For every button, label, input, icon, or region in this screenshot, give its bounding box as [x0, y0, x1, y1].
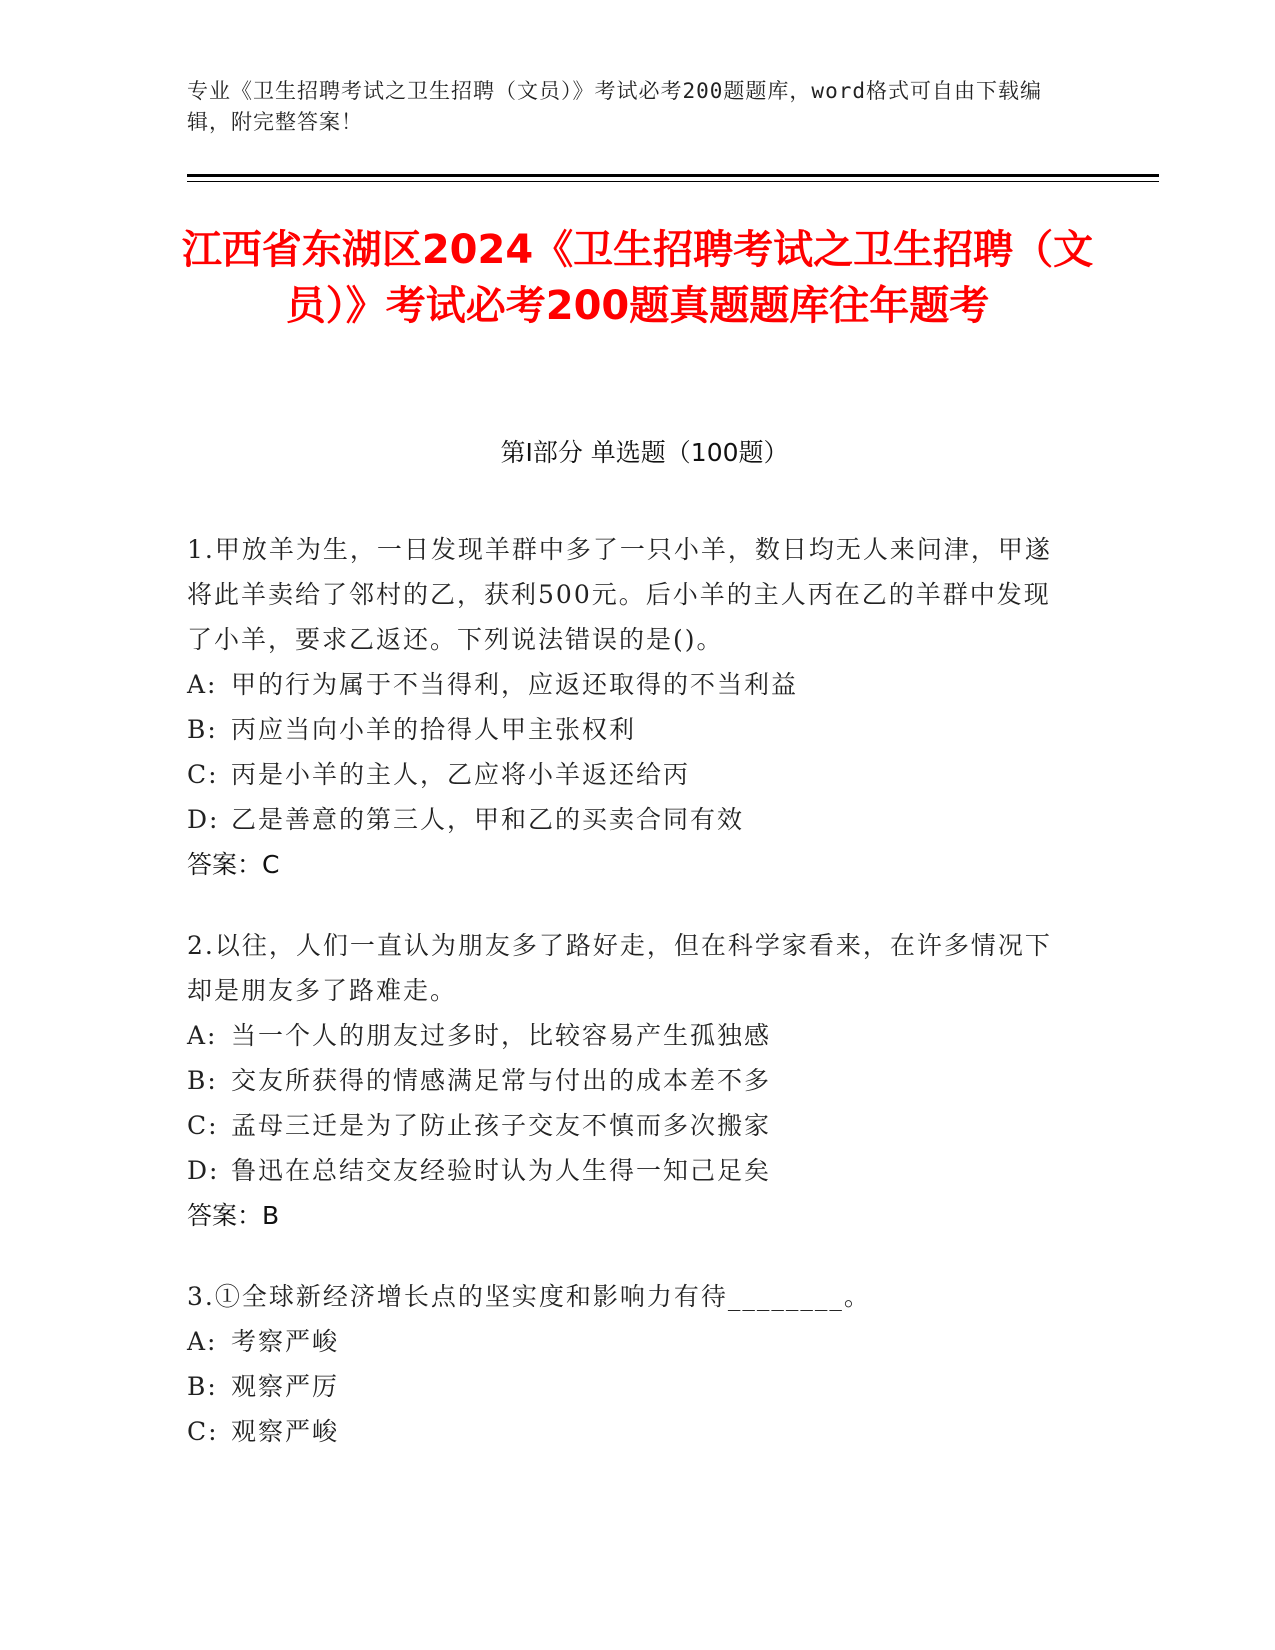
option-letter: D: [187, 805, 220, 834]
header-note: 专业《卫生招聘考试之卫生招聘（文员）》考试必考200题题库，word格式可自由下载编辑，附完整答案！ [187, 79, 1042, 134]
question-list [187, 527, 1067, 1490]
question-stem: 1.甲放羊为生，一日发现羊群中多了一只小羊，数日均无人来问津，甲遂将此羊卖给了邻村的乙，获利500元。后小羊的主人丙在乙的羊群中发现了小羊，要求乙返还。下列说法错误的是()。 [187, 535, 1052, 654]
option-letter: B: [187, 1066, 218, 1095]
option-text: 考察严峻 [231, 1327, 340, 1356]
option-text: 甲的行为属于不当得利，应返还取得的不当利益 [231, 670, 799, 699]
question-2 [187, 923, 1067, 1238]
option-letter: C: [187, 760, 219, 789]
option-letter: A: [187, 1327, 218, 1356]
option-d [187, 797, 1067, 842]
option-a [187, 1013, 1067, 1058]
option-letter: B: [187, 715, 218, 744]
question-3 [187, 1274, 1067, 1454]
answer: 答案：C [187, 850, 280, 879]
option-text: 观察严厉 [231, 1372, 340, 1401]
option-text: 交友所获得的情感满足常与付出的成本差不多 [231, 1066, 772, 1095]
option-text: 孟母三迁是为了防止孩子交友不慎而多次搬家 [231, 1111, 772, 1140]
header-divider-thin [187, 181, 1159, 182]
question-stem: 3.①全球新经济增长点的坚实度和影响力有待________。 [187, 1282, 871, 1311]
option-a [187, 1319, 1067, 1364]
question-1 [187, 527, 1067, 887]
option-letter: A: [187, 670, 218, 699]
option-c [187, 752, 1067, 797]
option-d [187, 1148, 1067, 1193]
option-letter: D: [187, 1156, 220, 1185]
question-stem: 2.以往，人们一直认为朋友多了路好走，但在科学家看来，在许多情况下却是朋友多了路难走。 [187, 931, 1052, 1005]
option-text: 丙应当向小羊的拾得人甲主张权利 [231, 715, 637, 744]
option-text: 乙是善意的第三人，甲和乙的买卖合同有效 [231, 805, 745, 834]
option-b [187, 707, 1067, 752]
option-text: 丙是小羊的主人，乙应将小羊返还给丙 [231, 760, 691, 789]
option-text: 鲁迅在总结交友经验时认为人生得一知己足矣 [231, 1156, 772, 1185]
option-letter: C: [187, 1417, 219, 1446]
header-divider-thick [187, 174, 1159, 177]
option-c [187, 1409, 1067, 1454]
option-text: 观察严峻 [231, 1417, 340, 1446]
option-c [187, 1103, 1067, 1148]
option-b [187, 1364, 1067, 1409]
option-letter: C: [187, 1111, 219, 1140]
section-title: 第Ⅰ部分 单选题（100题） [500, 438, 789, 467]
document-title: 江西省东湖区2024《卫生招聘考试之卫生招聘（文员）》考试必考200题真题题库往年题考 [181, 227, 1094, 329]
option-text: 当一个人的朋友过多时，比较容易产生孤独感 [231, 1021, 772, 1050]
option-b [187, 1058, 1067, 1103]
answer: 答案：B [187, 1201, 280, 1230]
option-letter: A: [187, 1021, 218, 1050]
option-a [187, 662, 1067, 707]
option-letter: B: [187, 1372, 218, 1401]
